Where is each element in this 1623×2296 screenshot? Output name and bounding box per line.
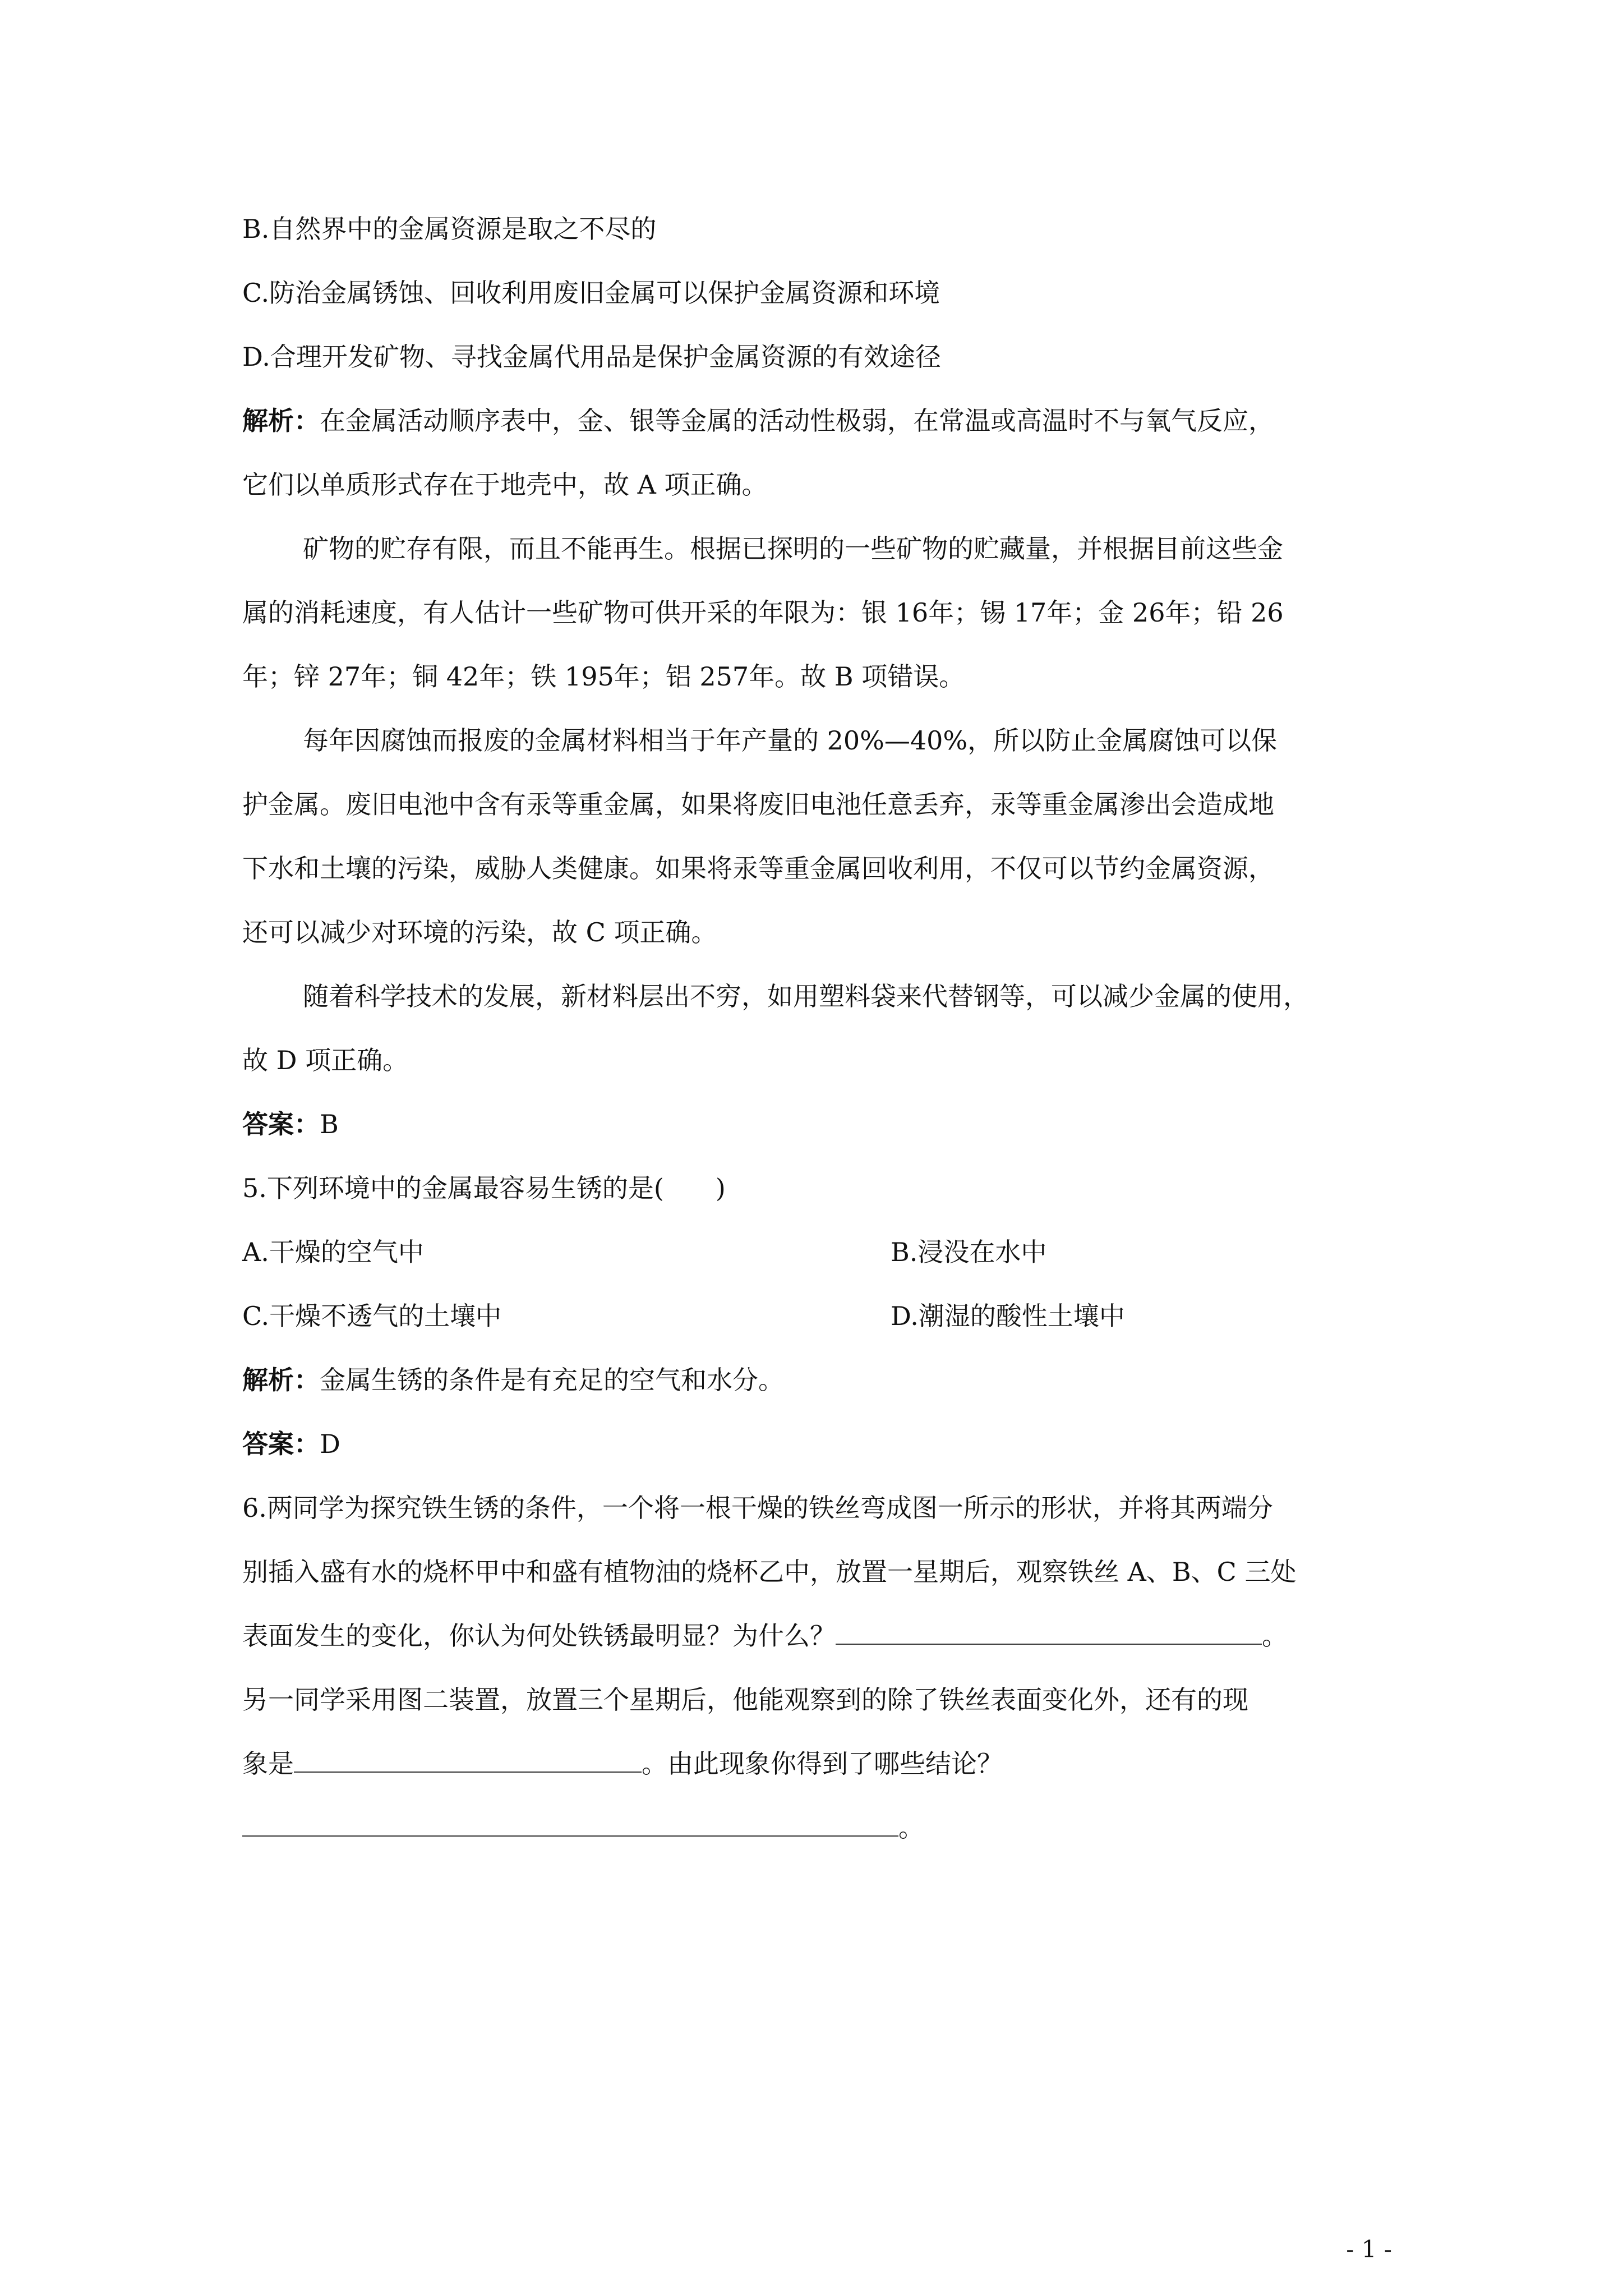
q6-line3-text: 表面发生的变化，你认为何处铁锈最明显？为什么？ bbox=[242, 1621, 836, 1651]
q4-answer bbox=[242, 1107, 339, 1141]
q6-line4: 另一同学采用图二装置，放置三个星期后，他能观察到的除了铁丝表面变化外，还有的现 bbox=[242, 1685, 1248, 1715]
q4-option-d: D.合理开发矿物、寻找金属代用品是保护金属资源的有效途径 bbox=[242, 342, 941, 372]
q6-line1: 6.两同学为探究铁生锈的条件，一个将一根干燥的铁丝弯成图一所示的形状，并将其两端分 bbox=[242, 1493, 1273, 1523]
q4-para3-line1: 每年因腐蚀而报废的金属材料相当于年产量的 20%—40%，所以防止金属腐蚀可以保 bbox=[303, 725, 1278, 756]
q5-option-d: D.潮湿的酸性土壤中 bbox=[891, 1301, 1125, 1331]
q4-para2-line1: 矿物的贮存有限，而且不能再生。根据已探明的一些矿物的贮藏量，并根据目前这些金 bbox=[303, 533, 1283, 564]
q4-analysis-line1 bbox=[242, 404, 1274, 438]
q5-analysis bbox=[242, 1363, 784, 1397]
q6-line5 bbox=[242, 1747, 1003, 1780]
q5-option-c: C.干燥不透气的土壤中 bbox=[242, 1301, 502, 1331]
page-number: - 1 - bbox=[1346, 2235, 1392, 2263]
q5-answer bbox=[242, 1427, 340, 1461]
q4-option-c: C.防治金属锈蚀、回收利用废旧金属可以保护金属资源和环境 bbox=[242, 278, 940, 308]
q6-line2: 别插入盛有水的烧杯甲中和盛有植物油的烧杯乙中，放置一星期后，观察铁丝 A、B、C 三处 bbox=[242, 1557, 1297, 1587]
q5-analysis-label: 解析： bbox=[242, 1365, 320, 1395]
q6-answer-blank-2[interactable] bbox=[294, 1747, 642, 1773]
q4-analysis-text: 在金属活动顺序表中，金、银等金属的活动性极弱，在常温或高温时不与氧气反应， bbox=[320, 406, 1274, 436]
q6-answer-blank-1[interactable] bbox=[836, 1619, 1262, 1645]
q4-analysis-line2: 它们以单质形式存在于地壳中，故 A 项正确。 bbox=[242, 470, 768, 500]
q4-para4-line1: 随着科学技术的发展，新材料层出不穷，如用塑料袋来代替钢等，可以减少金属的使用， bbox=[303, 981, 1309, 1011]
q5-option-b: B.浸没在水中 bbox=[891, 1237, 1047, 1267]
q6-line5-end: 。由此现象你得到了哪些结论？ bbox=[642, 1749, 1003, 1779]
q6-line6-end: 。 bbox=[898, 1812, 924, 1843]
q4-para2-line3: 年；锌 27年；铜 42年；铁 195年；铝 257年。故 B 项错误。 bbox=[242, 661, 965, 692]
q4-para3-line2: 护金属。废旧电池中含有汞等重金属，如果将废旧电池任意丢弃，汞等重金属渗出会造成地 bbox=[242, 789, 1274, 820]
q6-line3 bbox=[242, 1619, 1288, 1653]
q6-line5-start: 象是 bbox=[242, 1749, 294, 1779]
q6-line6 bbox=[242, 1811, 924, 1844]
q4-para3-line3: 下水和土壤的污染，威胁人类健康。如果将汞等重金属回收利用，不仅可以节约金属资源， bbox=[242, 853, 1274, 884]
q4-para3-line4: 还可以减少对环境的污染，故 C 项正确。 bbox=[242, 917, 717, 947]
q5-options-row1 bbox=[242, 1235, 424, 1269]
q6-line3-end: 。 bbox=[1262, 1621, 1288, 1651]
q4-answer-value: B bbox=[320, 1109, 339, 1139]
q5-stem: 5.下列环境中的金属最容易生锈的是( ) bbox=[242, 1173, 726, 1203]
q5-answer-value: D bbox=[320, 1429, 340, 1459]
q5-answer-label: 答案： bbox=[242, 1429, 320, 1459]
q4-answer-label: 答案： bbox=[242, 1109, 320, 1139]
q4-analysis-label: 解析： bbox=[242, 406, 320, 436]
q4-option-b: B.自然界中的金属资源是取之不尽的 bbox=[242, 214, 657, 244]
q5-analysis-text: 金属生锈的条件是有充足的空气和水分。 bbox=[320, 1365, 784, 1395]
q4-para4-line2: 故 D 项正确。 bbox=[242, 1045, 409, 1075]
q4-para2-line2: 属的消耗速度，有人估计一些矿物可供开采的年限为：银 16年；锡 17年；金 26年；铅 26 bbox=[242, 597, 1284, 628]
q6-answer-blank-3[interactable] bbox=[242, 1811, 898, 1837]
q5-option-a: A.干燥的空气中 bbox=[242, 1237, 424, 1267]
